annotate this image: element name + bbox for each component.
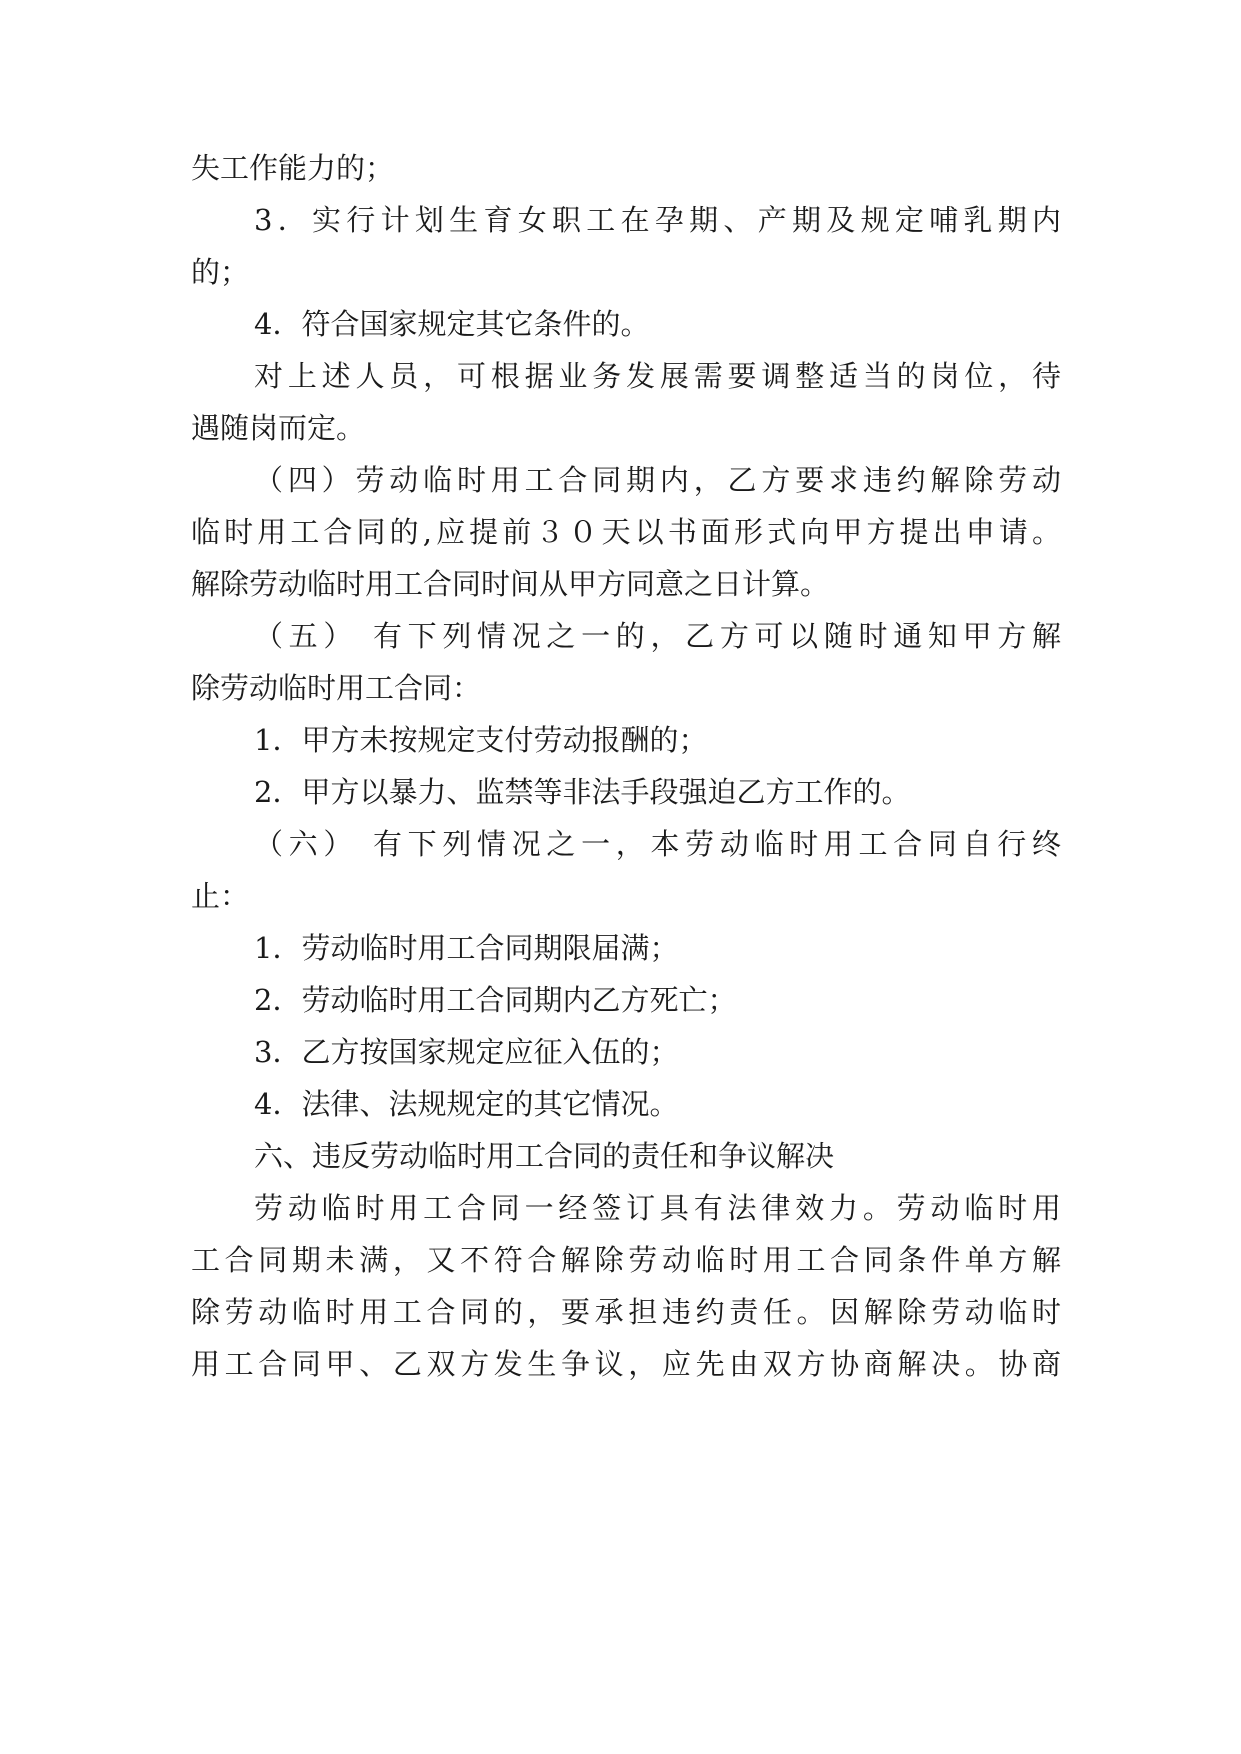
text-line: 3．实行计划生育女职工在孕期、产期及规定哺乳期内: [254, 203, 1061, 237]
text-line: 失工作能力的；: [191, 151, 395, 185]
text-line: 1．劳动临时用工合同期限届满；: [254, 931, 679, 965]
text-line: 2．劳动临时用工合同期内乙方死亡；: [254, 983, 737, 1017]
text-line: 除劳动临时用工合同：: [191, 671, 482, 705]
text-line: 临时用工合同的,应提前３０天以书面形式向甲方提出申请。: [191, 515, 1061, 549]
text-line: 工合同期未满，又不符合解除劳动临时用工合同条件单方解: [191, 1243, 1061, 1277]
text-line: （六） 有下列情况之一，本劳动临时用工合同自行终: [254, 827, 1061, 861]
text-line: 遇随岗而定。: [191, 411, 366, 445]
text-line: 除劳动临时用工合同的，要承担违约责任。因解除劳动临时: [191, 1295, 1061, 1329]
text-line: 用工合同甲、乙双方发生争议，应先由双方协商解决。协商: [191, 1347, 1061, 1381]
text-line: 解除劳动临时用工合同时间从甲方同意之日计算。: [191, 567, 830, 601]
section-heading: 六、违反劳动临时用工合同的责任和争议解决: [254, 1139, 835, 1173]
text-line: 的；: [191, 255, 250, 289]
text-line: 3．乙方按国家规定应征入伍的；: [254, 1035, 679, 1069]
text-line: （五） 有下列情况之一的，乙方可以随时通知甲方解: [254, 619, 1061, 653]
text-line: 对上述人员，可根据业务发展需要调整适当的岗位，待: [254, 359, 1061, 393]
text-line: 4．法律、法规规定的其它情况。: [254, 1087, 679, 1121]
text-line: 劳动临时用工合同一经签订具有法律效力。劳动临时用: [254, 1191, 1061, 1225]
text-line: 4．符合国家规定其它条件的。: [254, 307, 650, 341]
text-line: （四）劳动临时用工合同期内，乙方要求违约解除劳动: [254, 463, 1061, 497]
text-line: 止：: [191, 879, 250, 913]
text-line: 2．甲方以暴力、监禁等非法手段强迫乙方工作的。: [254, 775, 911, 809]
text-line: 1．甲方未按规定支付劳动报酬的；: [254, 723, 708, 757]
